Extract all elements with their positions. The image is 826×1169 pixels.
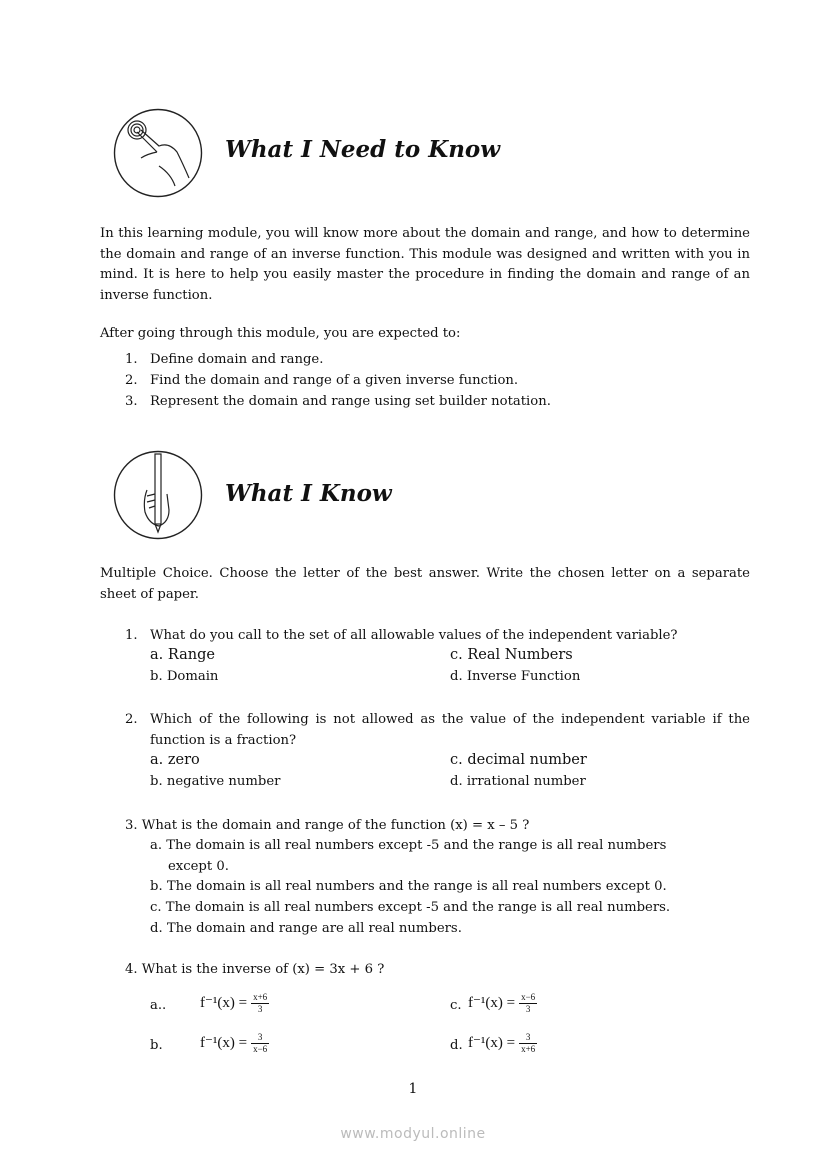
option-c-label: c. — [450, 998, 462, 1013]
item-text: Represent the domain and range using set builder notation. — [150, 394, 551, 409]
question-text: What is the inverse of (x) = 3x + 6 ? — [141, 962, 385, 977]
option-c: c. decimal number — [450, 752, 587, 768]
option-a: a. zero — [150, 752, 200, 768]
option-c: c. Real Numbers — [450, 647, 573, 663]
page-number: 1 — [408, 1081, 418, 1097]
item-number: 1. — [125, 352, 138, 367]
question-1 — [125, 626, 755, 684]
question-4 — [125, 960, 755, 1070]
option-d: d. Inverse Function — [450, 669, 581, 684]
option-d-label: d. — [450, 1038, 463, 1053]
denominator: 3 — [257, 1004, 263, 1014]
denominator: x−6 — [253, 1044, 268, 1054]
option-d-formula — [468, 1032, 537, 1055]
objectives-intro: After going through this module, you are expected to: — [100, 326, 461, 341]
denominator: x+6 — [521, 1044, 536, 1054]
option-a: a. Range — [150, 647, 215, 663]
item-text: Define domain and range. — [150, 352, 324, 367]
fraction — [519, 1032, 537, 1055]
option-c-formula — [468, 992, 537, 1015]
question-number: 3. — [125, 818, 138, 833]
intro-paragraph: In this learning module, you will know more about the domain and range, and how to determine the domain and range of an inverse function. This module was designed and written with you in mind. It is here to help you easily master the procedure in finding the domain and range of an inverse function. — [100, 226, 750, 303]
question-number: 1. — [125, 628, 138, 643]
question-text: What do you call to the set of all allowable values of the independent variable? — [150, 628, 678, 643]
objective-item — [125, 373, 518, 388]
question-text: Which of the following is not allowed as the value of the independent variable if the function is a fraction? — [150, 712, 750, 748]
instructions: Multiple Choice. Choose the letter of the best answer. Write the chosen letter on a separate sheet of paper. — [100, 566, 750, 602]
objective-item — [125, 352, 323, 367]
fraction — [519, 992, 537, 1015]
question-number: 4. — [125, 962, 138, 977]
section-title-what-i-need-to-know: What I Need to Know — [225, 136, 501, 163]
fraction — [251, 1032, 269, 1055]
section-title-what-i-know: What I Know — [225, 480, 392, 507]
formula-lhs: f⁻¹(x) = — [200, 1034, 248, 1051]
numerator: 3 — [251, 1032, 269, 1044]
formula-lhs: f⁻¹(x) = — [468, 1034, 516, 1051]
fraction — [251, 992, 269, 1015]
option-d: d. irrational number — [450, 774, 586, 789]
option-a-continued: except 0. — [168, 859, 229, 874]
denominator: 3 — [525, 1004, 531, 1014]
numerator: 3 — [519, 1032, 537, 1044]
numerator: x+6 — [253, 992, 268, 1002]
option-b-formula — [200, 1032, 269, 1055]
item-number: 2. — [125, 373, 138, 388]
numerator: x−6 — [521, 992, 536, 1002]
option-d: d. The domain and range are all real numbers. — [150, 921, 462, 936]
pointing-hand-icon — [113, 108, 203, 202]
option-a-formula — [200, 992, 269, 1015]
formula-lhs: f⁻¹(x) = — [200, 994, 248, 1011]
question-2 — [125, 710, 750, 789]
option-b: b. negative number — [150, 774, 281, 789]
option-b-label: b. — [150, 1038, 163, 1053]
option-a-label: a.. — [150, 998, 167, 1013]
option-b: b. The domain is all real numbers and the range is all real numbers except 0. — [150, 879, 667, 894]
option-c: c. The domain is all real numbers except -5 and the range is all real numbers. — [150, 900, 671, 915]
objectives-list — [125, 352, 725, 422]
option-b: b. Domain — [150, 669, 219, 684]
objective-item — [125, 394, 551, 409]
hand-holding-pencil-icon — [113, 450, 203, 544]
watermark: www.modyul.online — [340, 1126, 486, 1142]
question-text: What is the domain and range of the function (x) = x – 5 ? — [141, 818, 530, 833]
option-a: a. The domain is all real numbers except -5 and the range is all real numbers — [150, 838, 667, 853]
formula-lhs: f⁻¹(x) = — [468, 994, 516, 1011]
item-number: 3. — [125, 394, 138, 409]
question-number: 2. — [125, 712, 138, 727]
item-text: Find the domain and range of a given inverse function. — [150, 373, 519, 388]
